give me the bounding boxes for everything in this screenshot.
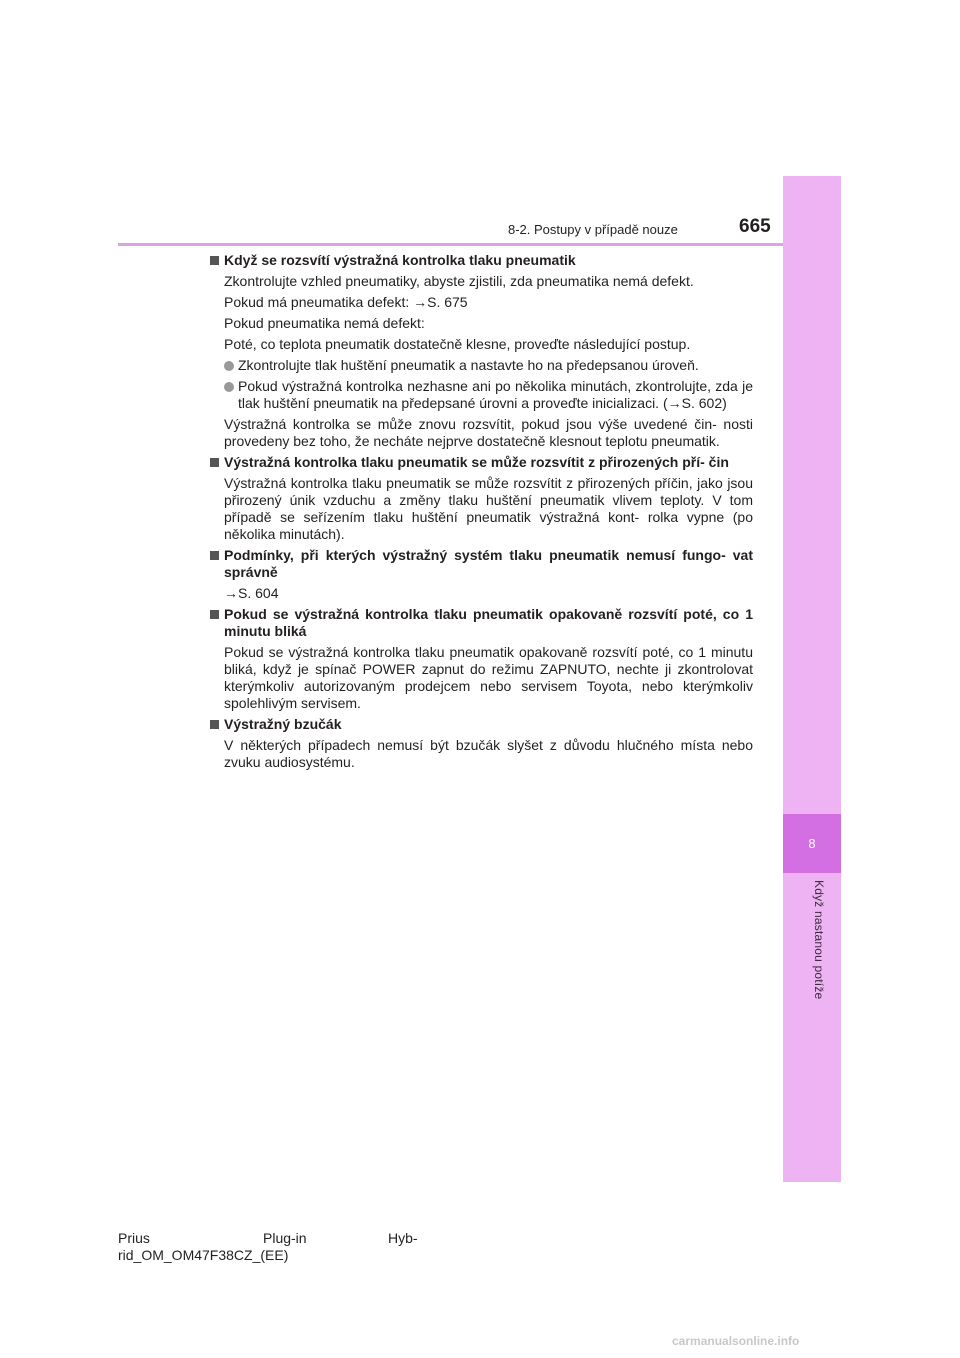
square-bullet-icon: [210, 458, 219, 467]
footer-word: Plug-in: [263, 1230, 307, 1246]
header-divider: [118, 243, 783, 246]
footer-word: Prius: [118, 1230, 150, 1246]
paragraph: Pokud se výstražná kontrolka tlaku pneumatik opakovaně rozsvítí poté, co 1 minutu bliká, když je spínač POWER zapnut do režimu ZAPNUTO, nechte ji zkontrolovat kterýmkoliv autorizovaným prodejcem nebo servisem Toyota, nebo kterýmkoliv spolehlivým servisem.: [224, 644, 753, 711]
paragraph: Pokud pneumatika nemá defekt:: [224, 315, 425, 331]
paragraph: Zkontrolujte vzhled pneumatiky, abyste zjistili, zda pneumatika nemá defekt.: [224, 273, 694, 289]
paragraph: V některých případech nemusí být bzučák slyšet z důvodu hlučného místa nebo zvuku audiosystému.: [224, 737, 753, 770]
square-bullet-icon: [210, 610, 219, 619]
chapter-number-badge: 8: [783, 814, 841, 873]
footer-word: Hyb-: [388, 1230, 418, 1246]
section-heading: Když se rozsvítí výstražná kontrolka tlaku pneumatik: [209, 252, 753, 269]
section-heading: Výstražná kontrolka tlaku pneumatik se může rozsvítit z přirozených pří- čin: [209, 454, 753, 471]
footer-doc-code: rid_OM_OM47F38CZ_(EE): [118, 1247, 289, 1263]
chapter-title-vertical: Když nastanou potíže: [812, 880, 826, 1000]
section-heading: Podmínky, při kterých výstražný systém tlaku pneumatik nemusí fungo- vat správně: [209, 547, 753, 581]
page-reference-link[interactable]: S. 675: [427, 294, 468, 310]
page-content: [209, 252, 753, 775]
page-reference-link[interactable]: S. 602): [681, 395, 727, 411]
section-heading: Pokud se výstražná kontrolka tlaku pneumatik opakovaně rozsvítí poté, co 1 minutu bliká: [209, 606, 753, 640]
arrow-right-icon: →: [224, 585, 238, 601]
page-reference-link[interactable]: S. 604: [238, 585, 279, 601]
document-footer: [118, 1230, 418, 1264]
watermark: carmanualsonline.info: [672, 1334, 800, 1348]
paragraph: [209, 585, 753, 602]
list-item: Pokud výstražná kontrolka nezhasne ani po několika minutách, zkontrolujte, zda je tlak huštění pneumatik na předepsané úrovni a proveďte inicializaci. (→S. 602): [209, 378, 753, 412]
page-number: 665: [739, 216, 771, 237]
arrow-right-icon: →: [667, 395, 682, 411]
paragraph: Pokud má pneumatika defekt: →S. 675: [224, 294, 468, 310]
circle-bullet-icon: [224, 382, 234, 392]
paragraph: Výstražná kontrolka tlaku pneumatik se může rozsvítit z přirozených příčin, jako jsou přirozený únik vzduchu a změny tlaku huštění pneumatik vlivem teploty. V tom případě se seřízením tlaku huštění pneumatik výstražná kont- rolka vypne (po několika minutách).: [224, 475, 753, 542]
section-heading: Výstražný bzučák: [209, 716, 753, 733]
arrow-right-icon: →: [413, 294, 428, 310]
chapter-side-tab: [783, 176, 841, 1182]
square-bullet-icon: [210, 720, 219, 729]
list-item: Zkontrolujte tlak huštění pneumatik a nastavte ho na předepsanou úroveň.: [209, 357, 753, 374]
paragraph: Výstražná kontrolka se může znovu rozsvítit, pokud jsou výše uvedené čin- nosti provedeny bez toho, že necháte nejprve dostatečně klesnout teplotu pneumatik.: [224, 416, 753, 449]
square-bullet-icon: [210, 551, 219, 560]
circle-bullet-icon: [224, 361, 234, 371]
square-bullet-icon: [210, 256, 219, 265]
paragraph: Poté, co teplota pneumatik dostatečně klesne, proveďte následující postup.: [224, 336, 691, 352]
section-title: 8-2. Postupy v případě nouze: [508, 222, 678, 237]
